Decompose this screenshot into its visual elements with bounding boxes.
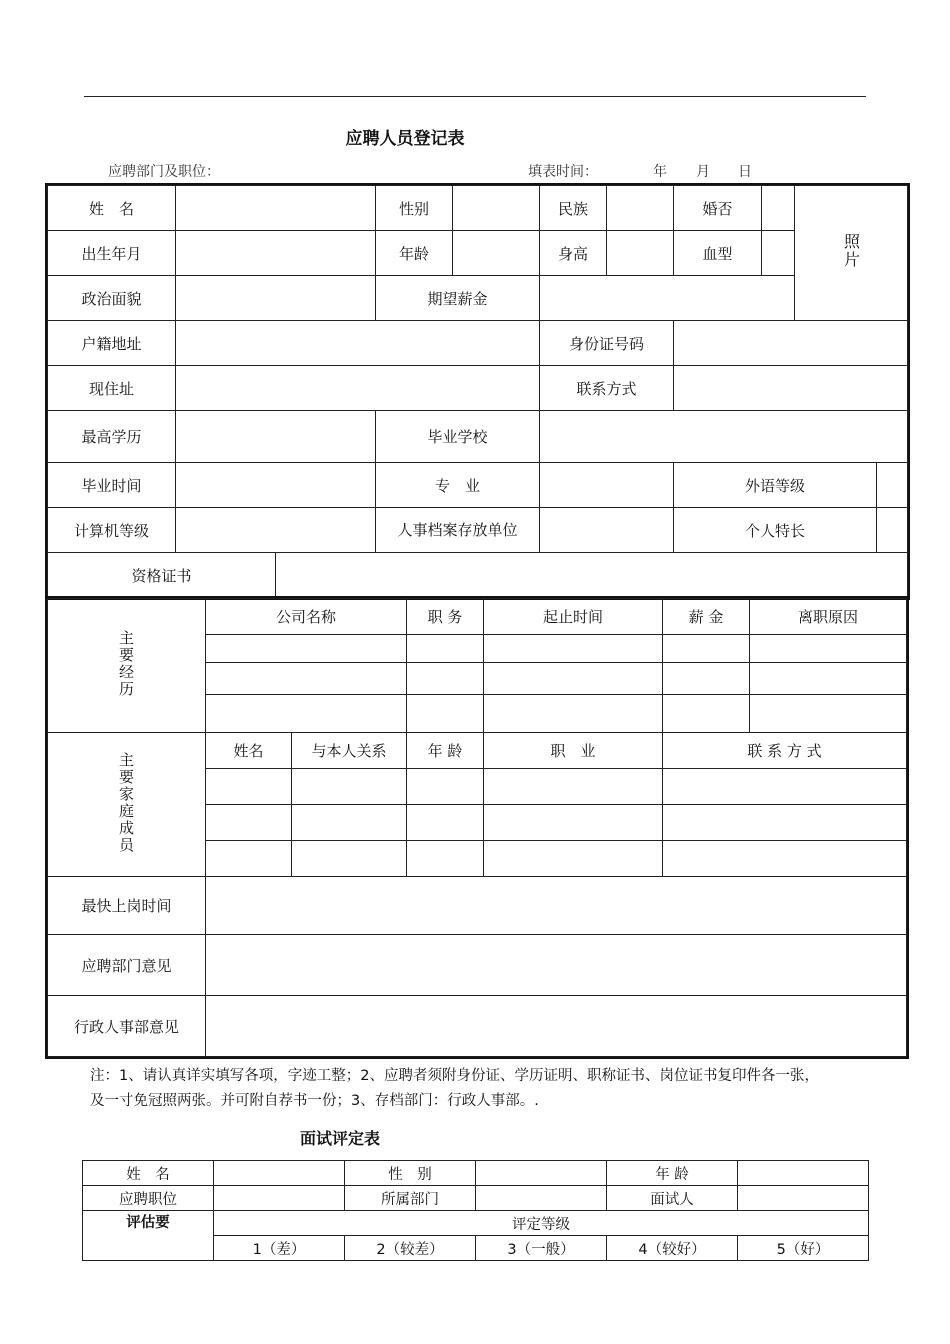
blood-field[interactable] [762,231,795,276]
exp-cell[interactable] [663,695,750,733]
hr-opinion-field[interactable] [206,996,907,1057]
eval-gender-label: 性 别 [345,1161,476,1186]
exp-cell[interactable] [206,695,407,733]
evaluation-table [82,1160,869,1261]
address-field[interactable] [176,366,540,411]
eval-level-1[interactable]: 1（差） [214,1236,345,1261]
experience-label: 主要经历 [117,629,135,698]
fam-cell[interactable] [407,769,484,805]
eval-interviewer-field[interactable] [738,1186,869,1211]
eval-dept-field[interactable] [476,1186,607,1211]
gender-field[interactable] [453,186,540,231]
eval-name-field[interactable] [214,1161,345,1186]
fam-cell[interactable] [206,805,292,841]
exp-cell[interactable] [750,663,907,695]
exp-cell[interactable] [407,635,484,663]
address-label: 现住址 [48,366,176,411]
exp-cell[interactable] [750,695,907,733]
fam-header-job: 职 业 [484,733,663,769]
photo-label: 照片 [841,233,861,269]
fam-cell[interactable] [206,841,292,877]
politics-field[interactable] [176,276,376,321]
eval-dept-label: 所属部门 [345,1186,476,1211]
id-number-field[interactable] [674,321,908,366]
age-label: 年龄 [376,231,453,276]
form-title: 应聘人员登记表 [345,129,465,149]
fam-cell[interactable] [663,841,907,877]
fam-cell[interactable] [292,769,407,805]
fam-cell[interactable] [484,769,663,805]
salary-field[interactable] [540,276,795,321]
contact-label: 联系方式 [540,366,674,411]
eval-grade-label: 评定等级 [214,1211,869,1236]
marital-field[interactable] [762,186,795,231]
start-time-label: 最快上岗时间 [48,877,206,935]
eval-position-field[interactable] [214,1186,345,1211]
certificate-field[interactable] [276,553,908,598]
specialty-label: 个人特长 [674,508,877,553]
notes-line-1: 注：1、请认真详实填写各项，字迹工整；2、应聘者须附身份证、学历证明、职称证书、岗位证书复印件各一张， [90,1068,819,1084]
school-label: 毕业学校 [376,411,540,463]
hukou-label: 户籍地址 [48,321,176,366]
age-field[interactable] [453,231,540,276]
exp-header-salary: 薪 金 [663,599,750,635]
year-label: 年 [653,164,667,180]
specialty-field[interactable] [877,508,908,553]
major-label: 专 业 [376,463,540,508]
eval-level-3[interactable]: 3（一般） [476,1236,607,1261]
eval-interviewer-label: 面试人 [607,1186,738,1211]
experience-label-cell [48,599,206,733]
major-field[interactable] [540,463,674,508]
exp-cell[interactable] [206,635,407,663]
eval-key-points-label: 评估要 [83,1211,214,1261]
start-time-field[interactable] [206,877,907,935]
eval-level-4[interactable]: 4（较好） [607,1236,738,1261]
eval-age-label: 年 龄 [607,1161,738,1186]
ethnicity-field[interactable] [607,186,674,231]
education-field[interactable] [176,411,376,463]
experience-family-section [47,598,907,1057]
name-label: 姓 名 [48,186,176,231]
hr-opinion-label: 行政人事部意见 [48,996,206,1057]
photo-box[interactable] [795,186,908,321]
exp-cell[interactable] [407,663,484,695]
education-label: 最高学历 [48,411,176,463]
exp-cell[interactable] [484,663,663,695]
height-label: 身高 [540,231,607,276]
birth-label: 出生年月 [48,231,176,276]
fam-header-name: 姓名 [206,733,292,769]
name-field[interactable] [176,186,376,231]
exp-cell[interactable] [407,695,484,733]
birth-field[interactable] [176,231,376,276]
language-label: 外语等级 [674,463,877,508]
fam-cell[interactable] [407,805,484,841]
hukou-field[interactable] [176,321,540,366]
fam-cell[interactable] [484,841,663,877]
eval-title: 面试评定表 [300,1129,381,1148]
eval-name-label: 姓 名 [83,1161,214,1186]
blood-label: 血型 [674,231,762,276]
exp-cell[interactable] [484,695,663,733]
contact-field[interactable] [674,366,908,411]
dept-position-label: 应聘部门及职位： [108,164,220,180]
grad-time-field[interactable] [176,463,376,508]
eval-position-label: 应聘职位 [83,1186,214,1211]
exp-header-title: 职 务 [407,599,484,635]
eval-level-2[interactable]: 2（较差） [345,1236,476,1261]
exp-header-reason: 离职原因 [750,599,907,635]
computer-field[interactable] [176,508,376,553]
exp-cell[interactable] [663,663,750,695]
exp-cell[interactable] [484,635,663,663]
certificate-label: 资格证书 [48,553,276,598]
top-rule [84,96,866,97]
exp-cell[interactable] [663,635,750,663]
family-label-cell [48,733,206,877]
salary-label: 期望薪金 [376,276,540,321]
marital-label: 婚否 [674,186,762,231]
exp-cell[interactable] [750,635,907,663]
dept-opinion-field[interactable] [206,935,907,996]
id-number-label: 身份证号码 [540,321,674,366]
fam-cell[interactable] [663,769,907,805]
archive-field[interactable] [540,508,674,553]
eval-gender-field[interactable] [476,1161,607,1186]
school-field[interactable] [540,411,908,463]
fam-header-age: 年 龄 [407,733,484,769]
archive-label: 人事档案存放单位 [376,508,540,553]
day-label: 日 [738,164,752,180]
notes-line-2: 及一寸免冠照两张。并可附自荐书一份；3、存档部门：行政人事部。. [90,1093,539,1109]
fam-cell[interactable] [484,805,663,841]
exp-header-period: 起止时间 [484,599,663,635]
gender-label: 性别 [376,186,453,231]
form-notes [90,1064,880,1114]
fill-time-label: 填表时间： [528,164,598,180]
registration-form [47,185,908,598]
eval-level-5[interactable]: 5（好） [738,1236,869,1261]
grad-time-label: 毕业时间 [48,463,176,508]
dept-opinion-label: 应聘部门意见 [48,935,206,996]
exp-cell[interactable] [206,663,407,695]
fam-header-relation: 与本人关系 [292,733,407,769]
eval-age-field[interactable] [738,1161,869,1186]
fam-cell[interactable] [663,805,907,841]
ethnicity-label: 民族 [540,186,607,231]
fam-cell[interactable] [407,841,484,877]
language-field[interactable] [877,463,908,508]
fam-header-contact: 联 系 方 式 [663,733,907,769]
family-label: 主要家庭成员 [117,751,135,854]
computer-label: 计算机等级 [48,508,176,553]
fam-cell[interactable] [292,841,407,877]
month-label: 月 [696,164,710,180]
fam-cell[interactable] [292,805,407,841]
exp-header-company: 公司名称 [206,599,407,635]
fam-cell[interactable] [206,769,292,805]
politics-label: 政治面貌 [48,276,176,321]
height-field[interactable] [607,231,674,276]
